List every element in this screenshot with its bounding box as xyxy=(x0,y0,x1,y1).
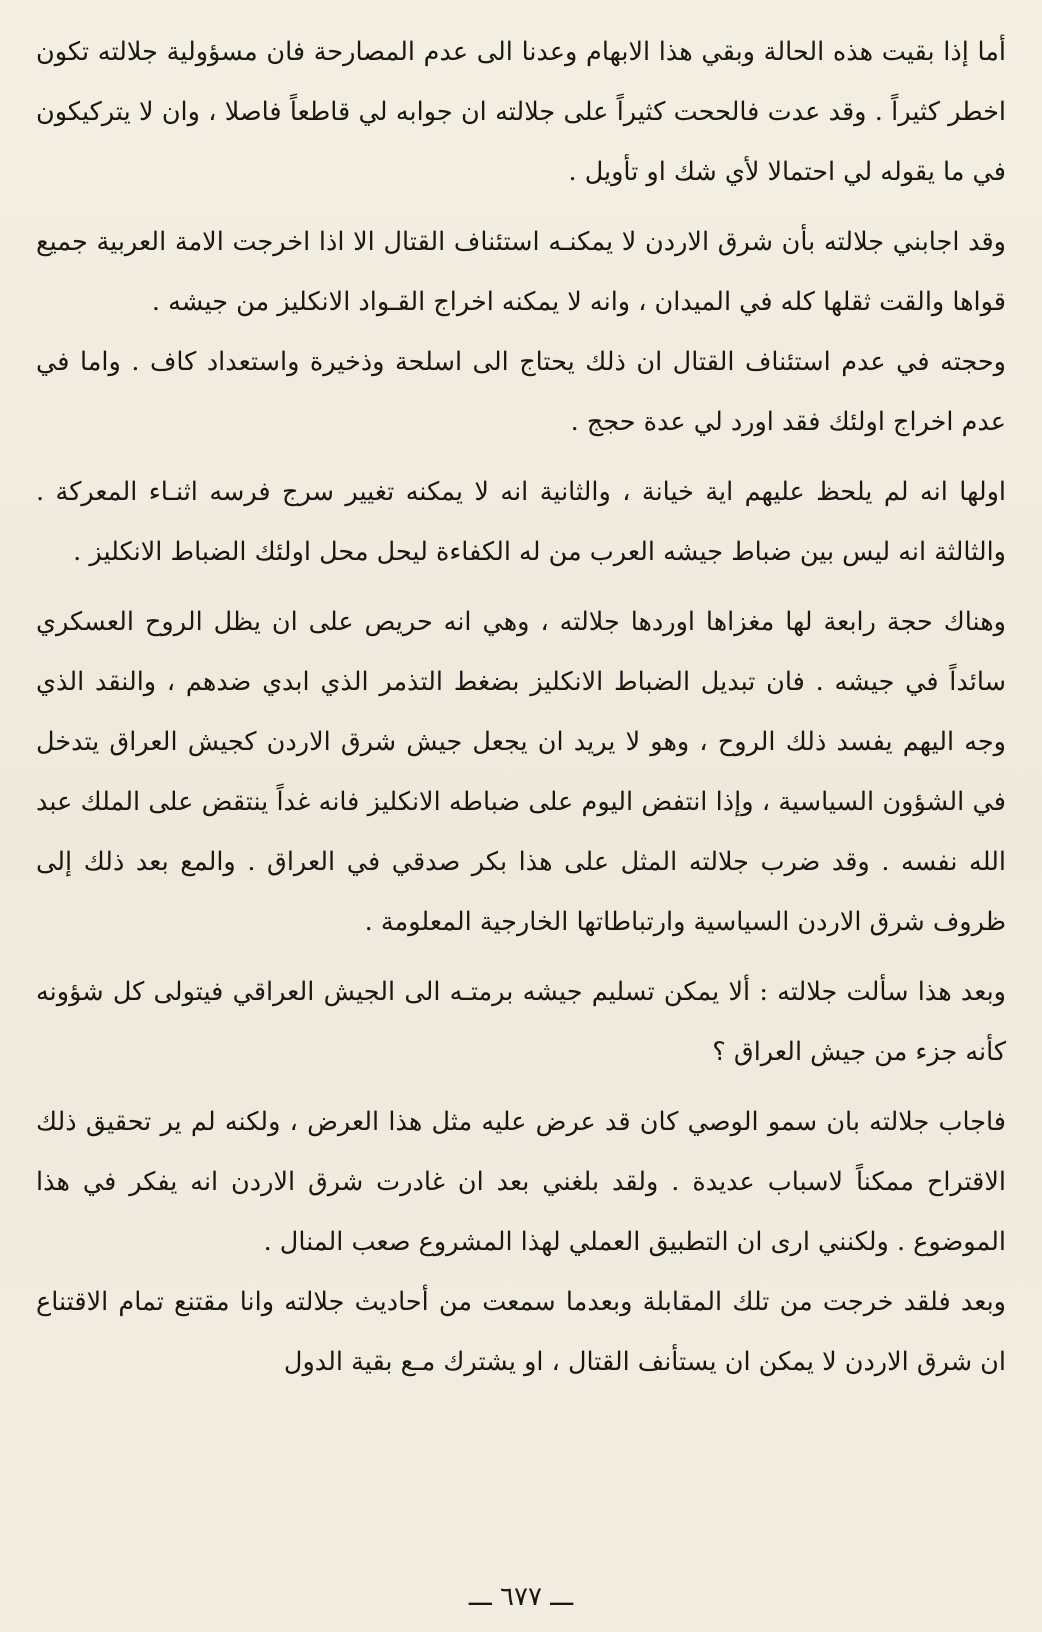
paragraph-5: وهناك حجة رابعة لها مغزاها اوردها جلالته ، وهي انه حريص على ان يظل الروح العسكري سائداً في جيشه . فان تبديل الضباط الانكليز بضغط التذمر الذي ابدي ضدهم ، والنقد الذي وجه اليهم يفسد ذلك الروح ، وهو لا يريد ان يجعل جيش شرق الاردن كجيش العراق يتدخل في الشؤون السياسية ، وإذا انتفض اليوم على ضباطه الانكليز فانه غداً ينتقض على الملك عبد الله نفسه . وقد ضرب جلالته المثل على هذا بكر صدقي في العراق . والمع بعد ذلك إلى ظروف شرق الاردن السياسية وارتباطاتها الخارجية المعلومة . xyxy=(36,607,1006,937)
page-number: ـــ ٦٧٧ ـــ xyxy=(468,1582,574,1612)
paragraph-6: وبعد هذا سألت جلالته : ألا يمكن تسليم جيشه برمتـه الى الجيش العراقي فيتولى كل شؤونه كأنه جزء من جيش العراق ؟ xyxy=(36,977,1006,1067)
paragraph-4: اولها انه لم يلحظ عليهم اية خيانة ، والثانية انه لا يمكنه تغيير سرج فرسه اثنـاء المعركة . والثالثة انه ليس بين ضباط جيشه العرب من له الكفاءة ليحل محل اولئك الضباط الانكليز . xyxy=(36,477,1006,567)
paragraph-3: وحجته في عدم استئناف القتال ان ذلك يحتاج الى اسلحة وذخيرة واستعداد كاف . واما في عدم اخراج اولئك فقد اورد لي عدة حجج . xyxy=(36,347,1006,437)
paragraph-1: أما إذا بقيت هذه الحالة وبقي هذا الابهام وعدنا الى عدم المصارحة فان مسؤولية جلالته تكون اخطر كثيراً . وقد عدت فالححت كثيراً على جلالته ان جوابه لي قاطعاً فاصلا ، وان لا يتركيكون في ما يقوله لي احتمالا لأي شك او تأويل . xyxy=(36,37,1006,187)
paragraph-8: وبعد فلقد خرجت من تلك المقابلة وبعدما سمعت من أحاديث جلالته وانا مقتنع تمام الاقتناع ان شرق الاردن لا يمكن ان يستأنف القتال ، او يشترك مـع بقية الدول xyxy=(36,1287,1006,1377)
paragraph-7: فاجاب جلالته بان سمو الوصي كان قد عرض عليه مثل هذا العرض ، ولكنه لم ير تحقيق ذلك الاقتراح ممكناً لاسباب عديدة . ولقد بلغني بعد ان غادرت شرق الاردن انه يفكر في هذا الموضوع . ولكنني ارى ان التطبيق العملي لهذا المشروع صعب المنال . xyxy=(36,1107,1006,1257)
body-text xyxy=(36,22,1006,1392)
paragraph-2: وقد اجابني جلالته بأن شرق الاردن لا يمكنـه استئناف القتال الا اذا اخرجت الامة العربية جميع قواها والقت ثقلها كله في الميدان ، وانه لا يمكنه اخراج القـواد الانكليز من جيشه . xyxy=(36,227,1006,317)
